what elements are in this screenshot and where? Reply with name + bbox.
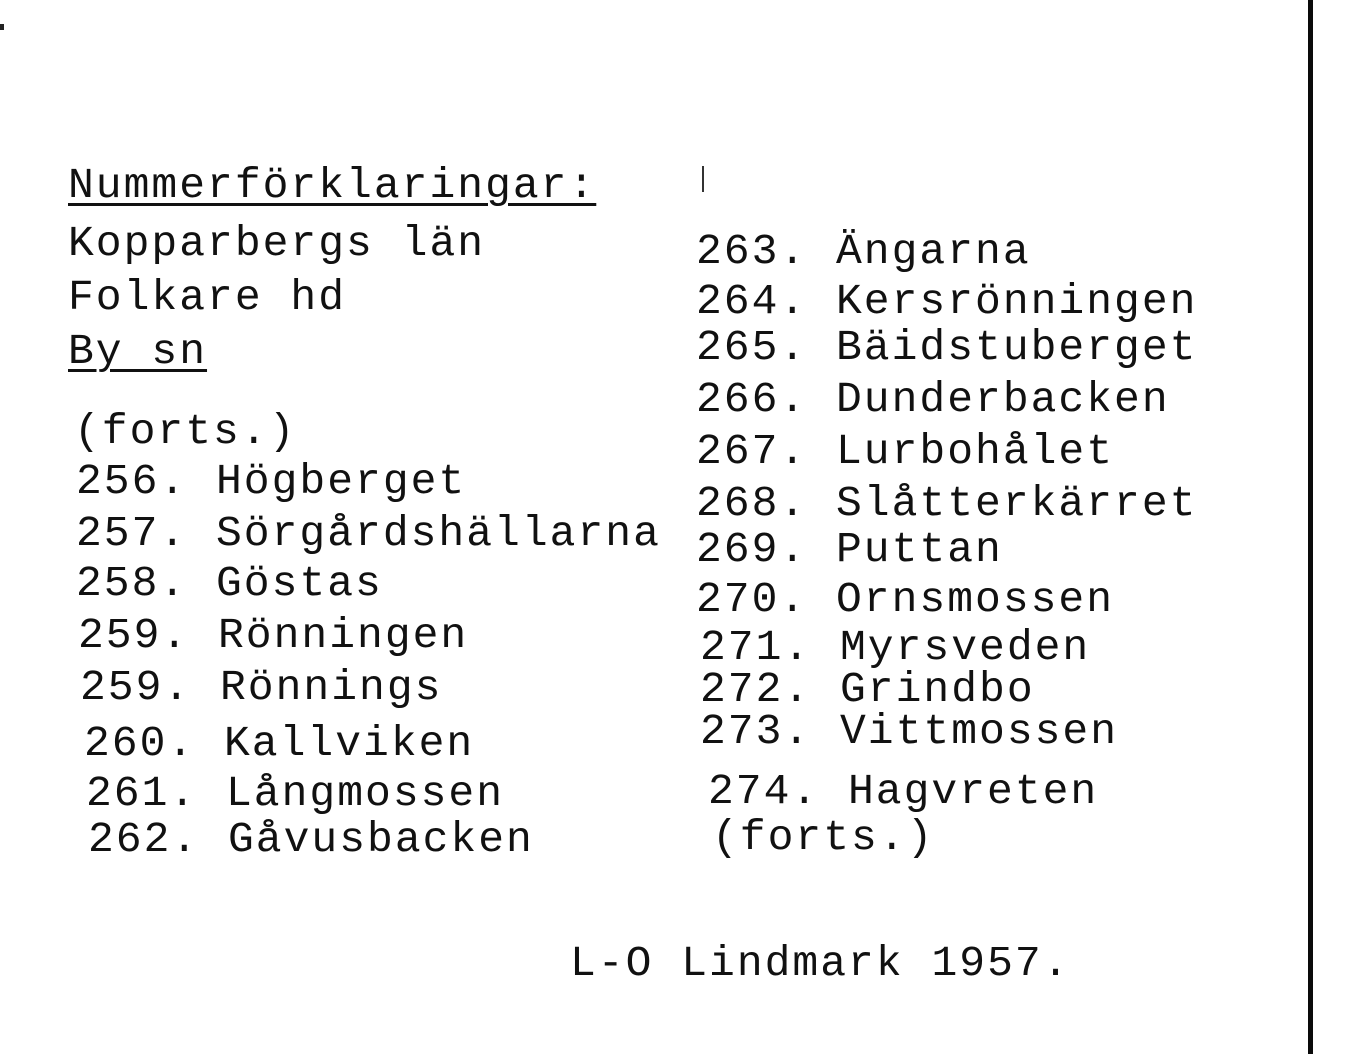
entry-name: Rönningen	[218, 611, 469, 660]
list-item	[696, 323, 1198, 372]
entry-number: 263.	[696, 227, 808, 276]
entry-name: Göstas	[216, 559, 383, 608]
document-title: Nummerförklaringar:	[68, 161, 597, 210]
county-label: Kopparbergs län	[68, 219, 486, 268]
entry-name: Bäidstuberget	[836, 323, 1198, 372]
continued-label-bottom: (forts.)	[712, 813, 935, 862]
entry-number: 259.	[78, 611, 190, 660]
list-item	[76, 559, 383, 608]
entry-number: 256.	[76, 457, 188, 506]
entry-number: 266.	[696, 375, 808, 424]
continued-label-top: (forts.)	[74, 407, 297, 456]
entry-name: Dunderbacken	[836, 375, 1170, 424]
entry-number: 262.	[88, 815, 200, 864]
entry-number: 259.	[80, 663, 192, 712]
entry-name: Sörgårdshällarna	[216, 509, 661, 558]
entry-number: 269.	[696, 525, 808, 574]
entry-name: Vittmossen	[840, 707, 1119, 756]
entry-number: 260.	[84, 719, 196, 768]
entry-name: Långmossen	[226, 769, 505, 818]
entry-number: 273.	[700, 707, 812, 756]
list-item	[696, 227, 1031, 276]
list-item	[696, 575, 1115, 624]
list-item	[86, 769, 505, 818]
entry-number: 270.	[696, 575, 808, 624]
entry-name: Lurbohålet	[836, 427, 1115, 476]
entry-name: Kersrönningen	[836, 277, 1198, 326]
list-item	[696, 479, 1198, 528]
entry-name: Hagvreten	[848, 767, 1099, 816]
list-item	[700, 623, 1091, 672]
list-item	[696, 277, 1198, 326]
entry-number: 267.	[696, 427, 808, 476]
entry-name: Ängarna	[836, 227, 1031, 276]
stray-mark	[702, 166, 704, 192]
entry-number: 268.	[696, 479, 808, 528]
entry-name: Kallviken	[224, 719, 475, 768]
list-item	[696, 525, 1003, 574]
list-item	[84, 719, 475, 768]
page-edge-line	[1308, 0, 1313, 1054]
entry-name: Rönnings	[220, 663, 443, 712]
list-item	[76, 457, 467, 506]
entry-number: 274.	[708, 767, 820, 816]
entry-name: Grindbo	[840, 665, 1035, 714]
list-item	[76, 509, 661, 558]
entry-number: 272.	[700, 665, 812, 714]
entry-name: Myrsveden	[840, 623, 1091, 672]
entry-name: Ornsmossen	[836, 575, 1115, 624]
entry-number: 261.	[86, 769, 198, 818]
entry-number: 265.	[696, 323, 808, 372]
entry-name: Gåvusbacken	[228, 815, 534, 864]
entry-number: 257.	[76, 509, 188, 558]
list-item	[700, 665, 1035, 714]
entry-number: 258.	[76, 559, 188, 608]
district-label: Folkare hd	[68, 273, 347, 322]
entry-name: Slåtterkärret	[836, 479, 1198, 528]
parish-label: By sn	[68, 327, 208, 376]
list-item	[78, 611, 469, 660]
entry-number: 264.	[696, 277, 808, 326]
entry-name: Högberget	[216, 457, 467, 506]
entry-number: 271.	[700, 623, 812, 672]
scan-speck	[0, 24, 4, 30]
list-item	[88, 815, 534, 864]
list-item	[80, 663, 443, 712]
list-item	[696, 427, 1115, 476]
signature: L-O Lindmark 1957.	[570, 939, 1071, 988]
list-item	[708, 767, 1099, 816]
list-item	[696, 375, 1170, 424]
entry-name: Puttan	[836, 525, 1003, 574]
list-item	[700, 707, 1119, 756]
